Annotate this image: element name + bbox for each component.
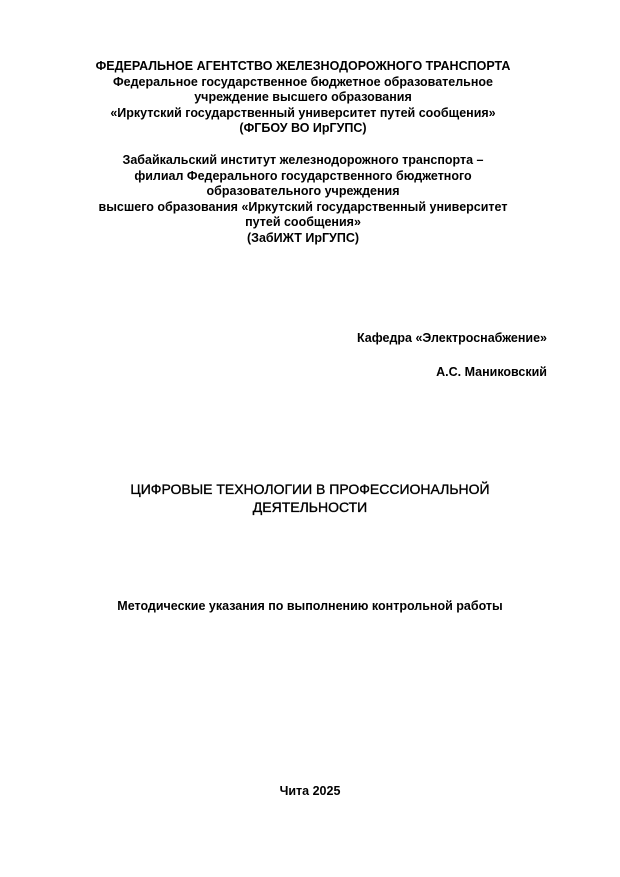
institute-header [0, 153, 606, 246]
agency-line: ФЕДЕРАЛЬНОЕ АГЕНТСТВО ЖЕЛЕЗНОДОРОЖНОГО ТРАНСПОРТА [95, 59, 511, 73]
institute-line: (ЗабИЖТ ИрГУПС) [246, 230, 360, 245]
document-subtitle: Методические указания по выполнению контрольной работы [117, 599, 503, 613]
institute-line: филиал Федерального государственного бюджетного [134, 168, 472, 183]
title-line: ДЕЯТЕЛЬНОСТИ [252, 498, 368, 515]
institute-line: Забайкальский институт железнодорожного транспорта – [122, 153, 484, 167]
institute-line: путей сообщения» [245, 215, 361, 229]
institute-line: образовательного учреждения [206, 184, 400, 198]
agency-line: Федеральное государственное бюджетное образовательное [113, 74, 493, 89]
agency-line: «Иркутский государственный университет путей сообщения» [110, 105, 496, 120]
institute-line: высшего образования «Иркутский государственный университет [98, 199, 508, 214]
author-name: А.С. Маниковский [436, 365, 547, 379]
agency-line: (ФГБОУ ВО ИрГУПС) [239, 121, 367, 135]
agency-header [0, 59, 606, 137]
title-line: ЦИФРОВЫЕ ТЕХНОЛОГИИ В ПРОФЕССИОНАЛЬНОЙ [130, 481, 490, 497]
agency-line: учреждение высшего образования [194, 90, 412, 104]
department-name: Кафедра «Электроснабжение» [357, 331, 547, 345]
city-year: Чита 2025 [279, 784, 341, 798]
document-title [0, 481, 620, 516]
